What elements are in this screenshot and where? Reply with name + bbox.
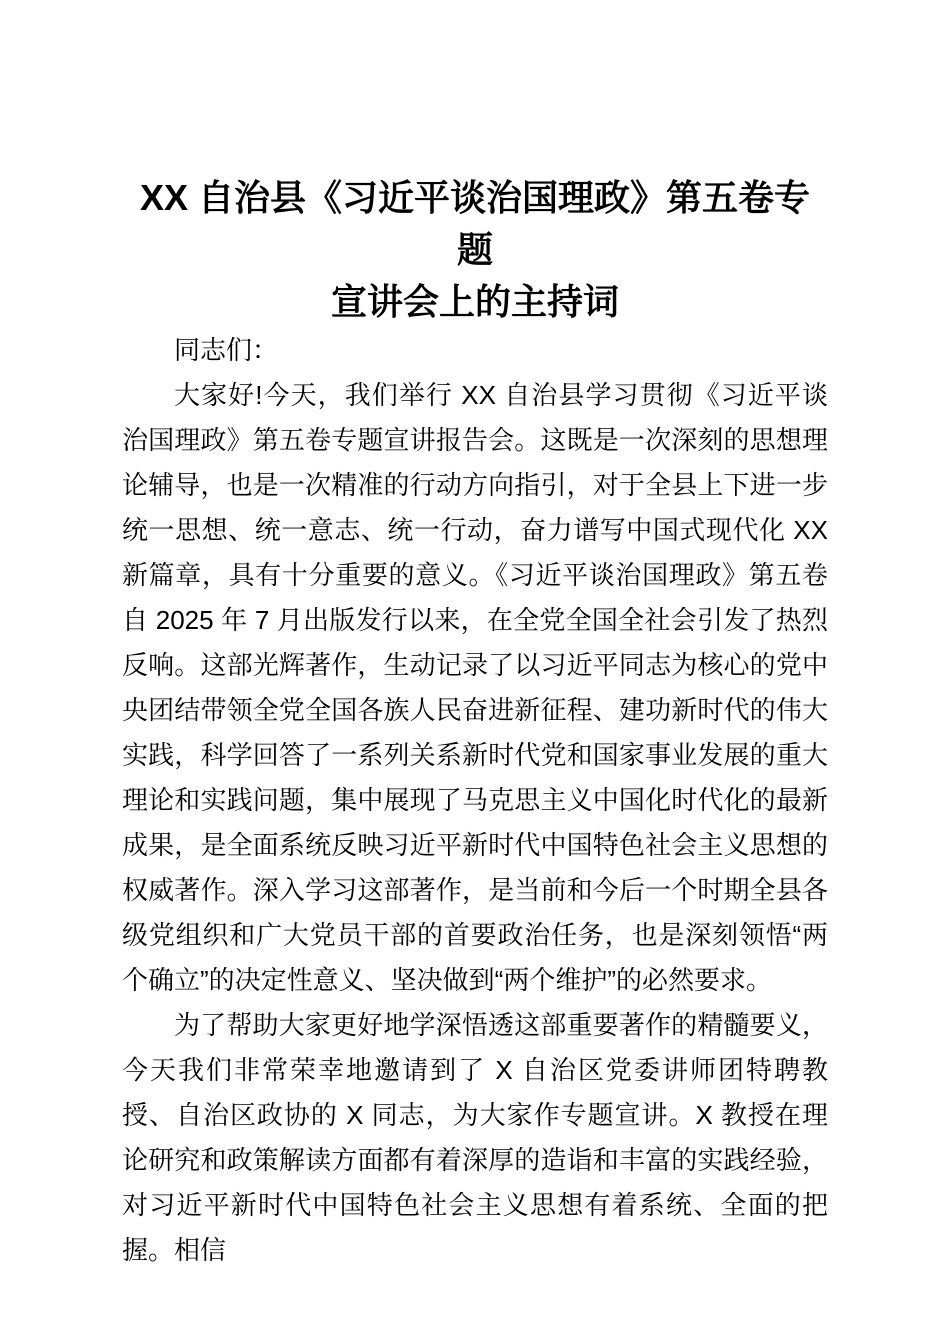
document-title-line-1: XX 自治县《习近平谈治国理政》第五卷专题 <box>139 177 811 270</box>
document-title-line-2: 宣讲会上的主持词 <box>330 281 619 322</box>
salutation-line: 同志们： <box>174 335 279 365</box>
document-title <box>122 172 828 328</box>
body-paragraph-1: 大家好!今天，我们举行 XX 自治县学习贯彻《习近平谈治国理政》第五卷专题宣讲报告会。这既是一次深刻的思想理论辅导，也是一次精准的行动方向指引，对于全县上下进一步统一思想、统一意志、统一行动，奋力谱写中国式现代化 XX 新篇章，具有十分重要的意义。《习近平谈治国理政》第五卷自 2025 年 7 月出版发行以来，在全党全国全社会引发了热烈反响。这部光辉著作，生动记录了以习近平同志为核心的党中央团结带领全党全国各族人民奋进新征程、建功新时代的伟大实践，科学回答了一系列关系新时代党和国家事业发展的重大理论和实践问题，集中展现了马克思主义中国化时代化的最新成果，是全面系统反映习近平新时代中国特色社会主义思想的权威著作。深入学习这部著作，是当前和今后一个时期全县各级党组织和广大党员干部的首要政治任务，也是深刻领悟“两个确立”的决定性意义、坚决做到“两个维护”的必然要求。 <box>122 380 828 995</box>
body-paragraph-2: 为了帮助大家更好地学深悟透这部重要著作的精髓要义，今天我们非常荣幸地邀请到了 X 自治区党委讲师团特聘教授、自治区政协的 X 同志，为大家作专题宣讲。X 教授在理论研究和政策解读方面都有着深厚的造诣和丰富的实践经验，对习近平新时代中国特色社会主义思想有着系统、全面的把握。相信 <box>122 1010 828 1265</box>
